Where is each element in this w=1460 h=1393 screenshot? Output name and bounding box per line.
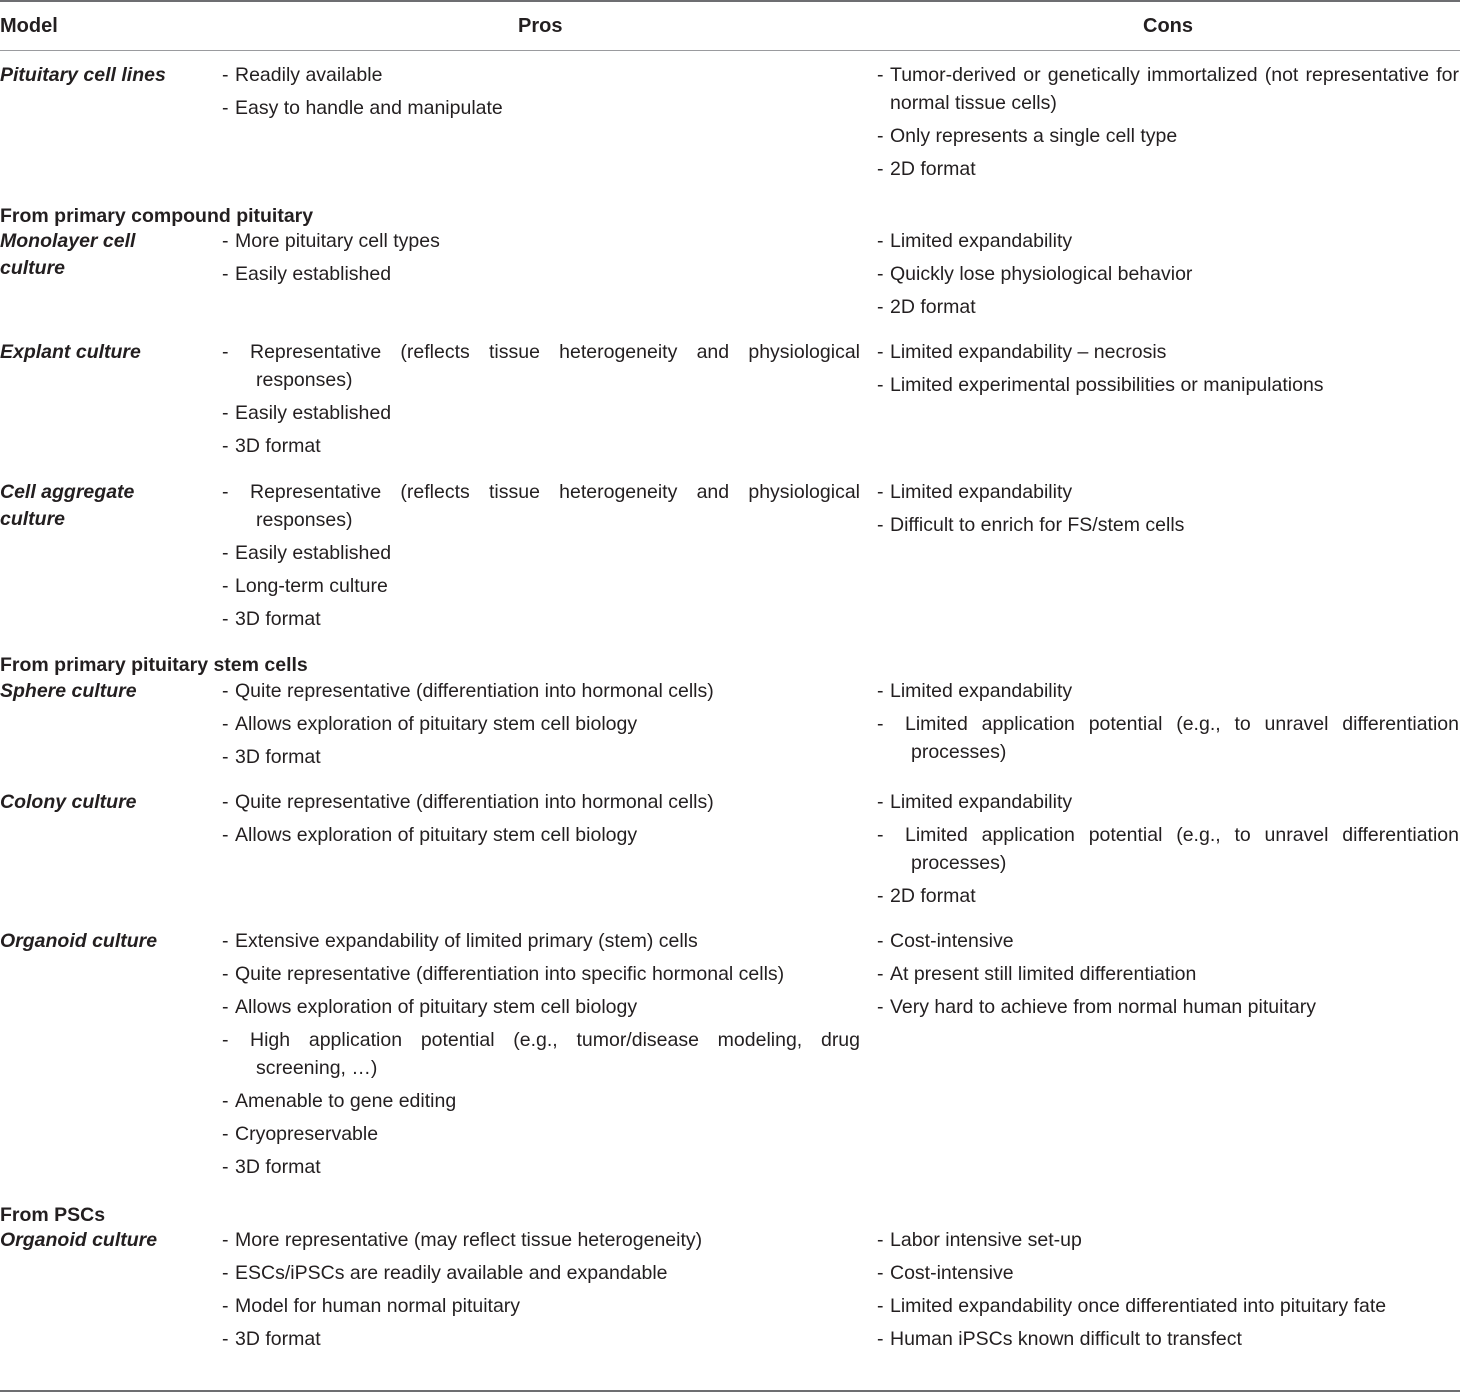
cons-item: - Cost-intensive xyxy=(877,1262,1014,1284)
cons-item: - Limited application potential (e.g., to unravel differentiation processes) xyxy=(877,713,1459,763)
cons-item: - Labor intensive set-up xyxy=(877,1229,1082,1251)
cons-list xyxy=(877,678,1459,772)
pros-item: - More representative (may reflect tissue heterogeneity) xyxy=(222,1229,703,1251)
pros-item: - 3D format xyxy=(222,1328,321,1350)
cons-list xyxy=(877,479,1459,545)
table-top-rule xyxy=(0,0,1460,2)
pros-item: - Long-term culture xyxy=(222,574,388,597)
pros-item: - More pituitary cell types xyxy=(222,230,440,252)
pros-list xyxy=(222,62,860,128)
pros-item: - Easily established xyxy=(222,541,392,564)
cons-item: - Only represents a single cell type xyxy=(877,124,1178,147)
pros-item: - Amenable to gene editing xyxy=(222,1089,457,1112)
cons-list xyxy=(877,228,1459,327)
model-name: Explant culture xyxy=(0,341,141,363)
pros-item: - Allows exploration of pituitary stem cell biology xyxy=(222,824,638,846)
cons-item: - 2D format xyxy=(877,157,976,180)
pros-item: - Allows exploration of pituitary stem cell biology xyxy=(222,996,638,1018)
model-name: Monolayer cell culture xyxy=(0,230,136,279)
cons-item: - Limited expandability – necrosis xyxy=(877,341,1167,363)
pros-item: - ESCs/iPSCs are readily available and expandable xyxy=(222,1262,668,1284)
pros-list xyxy=(222,339,860,466)
pros-item: - 3D format xyxy=(222,607,321,630)
pros-item: - Quite representative (differentiation into specific hormonal cells) xyxy=(222,963,785,985)
cons-list xyxy=(877,789,1459,916)
pros-item: - Model for human normal pituitary xyxy=(222,1295,521,1317)
pros-list xyxy=(222,228,860,294)
cons-item: - 2D format xyxy=(877,884,976,907)
column-header-cons: Cons xyxy=(1143,15,1193,37)
pros-item: - Allows exploration of pituitary stem cell biology xyxy=(222,713,638,735)
column-header-pros: Pros xyxy=(518,15,563,37)
cons-item: - Limited experimental possibilities or manipulations xyxy=(877,374,1324,396)
model-name: Colony culture xyxy=(0,791,137,813)
cons-item: - Limited expandability xyxy=(877,230,1073,252)
cons-list xyxy=(877,62,1459,189)
cons-item: - At present still limited differentiation xyxy=(877,963,1197,985)
model-name: Organoid culture xyxy=(0,930,158,952)
cons-list xyxy=(877,339,1459,405)
pros-list xyxy=(222,1227,860,1359)
pros-item: - 3D format xyxy=(222,1155,321,1178)
pros-item: - Easily established xyxy=(222,263,392,285)
model-name: Organoid culture xyxy=(0,1229,158,1251)
pros-item: - Cryopreservable xyxy=(222,1122,379,1145)
pros-list xyxy=(222,479,860,639)
pros-list xyxy=(222,678,860,777)
model-name: Sphere culture xyxy=(0,680,137,702)
pros-item: - 3D format xyxy=(222,434,321,457)
pros-item: - Readily available xyxy=(222,64,383,86)
pros-item: - 3D format xyxy=(222,746,321,768)
cons-item: - Limited expandability xyxy=(877,680,1073,702)
model-name: Cell aggregate culture xyxy=(0,481,135,530)
pros-list xyxy=(222,928,860,1187)
cons-item: - Very hard to achieve from normal human pituitary xyxy=(877,996,1316,1018)
column-header-model: Model xyxy=(0,15,58,37)
cons-item: - Limited application potential (e.g., to unravel differentiation processes) xyxy=(877,824,1459,874)
pros-item: - Quite representative (differentiation into hormonal cells) xyxy=(222,680,714,702)
group-heading: From primary pituitary stem cells xyxy=(0,654,308,676)
cons-item: - Cost-intensive xyxy=(877,930,1014,952)
cons-list xyxy=(877,928,1459,1027)
group-heading: From PSCs xyxy=(0,1204,106,1226)
pros-item: - Quite representative (differentiation into hormonal cells) xyxy=(222,791,714,813)
pros-item: - High application potential (e.g., tumor/disease modeling, drug screening, …) xyxy=(222,1029,860,1079)
cons-item: - Difficult to enrich for FS/stem cells xyxy=(877,514,1185,536)
pros-item: - Representative (reflects tissue heterogeneity and physiological responses) xyxy=(222,341,860,391)
pros-list xyxy=(222,789,860,855)
pros-item: - Representative (reflects tissue heterogeneity and physiological responses) xyxy=(222,481,860,531)
cons-item: - Human iPSCs known difficult to transfect xyxy=(877,1328,1242,1350)
group-heading: From primary compound pituitary xyxy=(0,205,314,227)
cons-item: - 2D format xyxy=(877,296,976,318)
cons-list xyxy=(877,1227,1459,1359)
pros-item: - Easily established xyxy=(222,401,392,424)
table-header-rule xyxy=(0,50,1460,51)
pros-item: - Easy to handle and manipulate xyxy=(222,97,503,119)
cons-item: - Limited expandability xyxy=(877,481,1073,503)
cons-item: - Limited expandability xyxy=(877,791,1073,813)
cons-item: - Limited expandability once differentiated into pituitary fate xyxy=(877,1295,1387,1317)
cons-item: - Tumor-derived or genetically immortalized (not representative for normal tissue cells) xyxy=(877,64,1459,114)
pros-item: - Extensive expandability of limited primary (stem) cells xyxy=(222,930,698,952)
table-bottom-rule xyxy=(0,1390,1460,1392)
model-name: Pituitary cell lines xyxy=(0,64,166,86)
cons-item: - Quickly lose physiological behavior xyxy=(877,263,1193,285)
